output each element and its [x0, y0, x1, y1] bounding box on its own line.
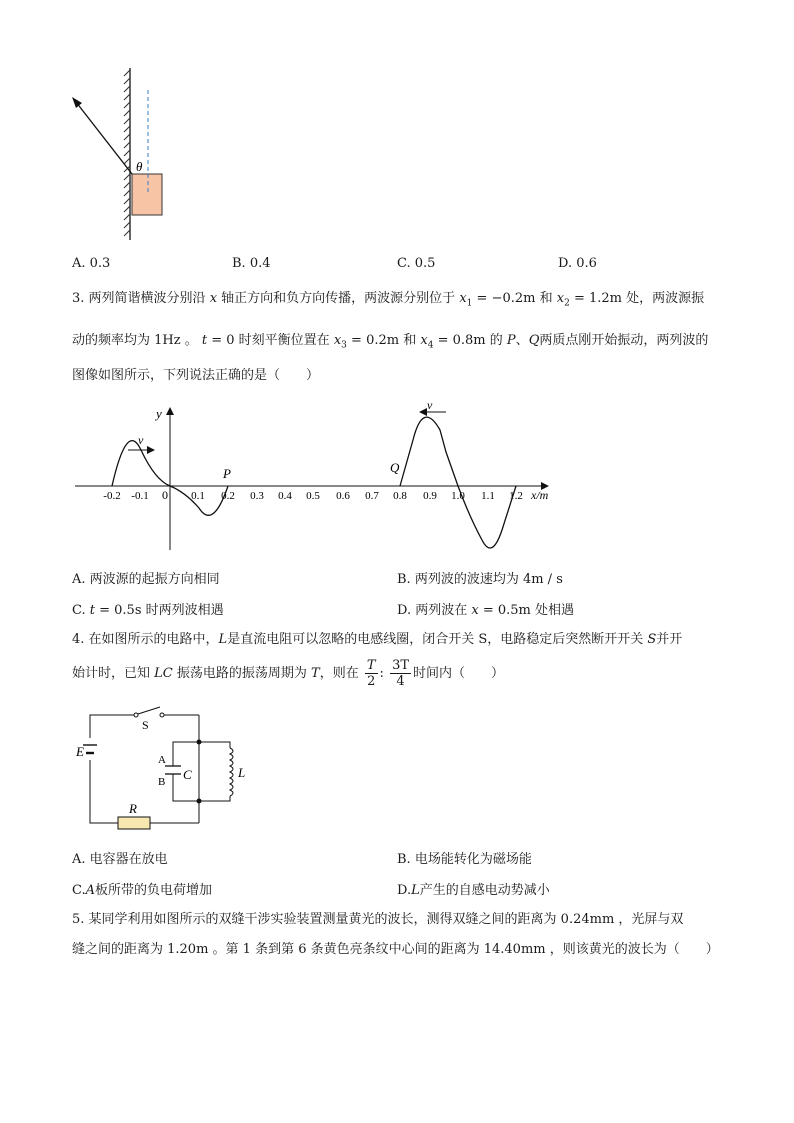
- label-c: C: [183, 767, 192, 782]
- q-label: Q: [390, 460, 400, 475]
- tick-label: 0.6: [336, 490, 350, 502]
- label-b: B: [158, 776, 166, 788]
- label-s: S: [142, 718, 149, 732]
- q4-line-2: 始计时，已知 LC 振荡电路的振荡周期为 T，则在 $\frac{T}{2}$ : $\frac{3T}{4}$ 时间内（ ）: [72, 658, 505, 689]
- origin-label: 0: [162, 488, 168, 502]
- q5-line-1: 5. 某同学利用如图所示的双缝干涉实验装置测量黄光的波长，测得双缝之间的距离为 0.24mm ，光屏与双: [72, 912, 684, 927]
- q4-option-d: D.L产生的自感电动势减小: [397, 883, 550, 898]
- tick-label: 1.1: [481, 490, 495, 502]
- tick-label: -0.1: [131, 490, 149, 502]
- tick-label: 1.2: [509, 490, 523, 502]
- resistor: [118, 817, 150, 829]
- inductor-coil: [230, 748, 233, 796]
- q2-option-a: A. 0.3: [72, 256, 111, 271]
- q3-option-b: B. 两列波的波速均为 4m / s: [397, 572, 563, 587]
- tick-label: 0.2: [221, 490, 235, 502]
- tick-label: 0.5: [306, 490, 320, 502]
- fraction-t-over-2: $\frac{T}{2}$: [366, 658, 376, 689]
- q4-option-c: C.A板所带的负电荷增加: [72, 883, 213, 898]
- right-wave: [400, 417, 516, 548]
- q4-line-1: 4. 在如图所示的电路中，L是直流电阻可以忽略的电感线圈，闭合开关 S，电路稳定后突然断开开关 S并开: [72, 632, 683, 647]
- q3-option-d: D. 两列波在 x = 0.5m 处相遇: [397, 603, 575, 618]
- label-r: R: [129, 801, 137, 816]
- q3-line-1: 3. 两列简谐横波分别沿 x 轴正方向和负方向传播，两波源分别位于 $x_1 = -0.2m$ 和 $x_2 = 1.2m$ 处，两波源振: [72, 291, 705, 309]
- q4-option-b: B. 电场能转化为磁场能: [397, 852, 532, 867]
- tick-label: -0.2: [103, 490, 121, 502]
- y-axis-label: y: [156, 406, 162, 421]
- q3-option-a: A. 两波源的起振方向相同: [72, 572, 220, 587]
- wave-figure: [70, 400, 560, 560]
- q3-option-c: C. t = 0.5s 时两列波相遇: [72, 603, 224, 618]
- q2-option-d: D. 0.6: [558, 256, 597, 271]
- fraction-3t-over-4: $\frac{3T}{4}$: [392, 658, 410, 689]
- x-axis-label: x/m: [531, 488, 549, 502]
- lc-circuit-figure: [72, 705, 252, 835]
- label-e: E: [76, 744, 84, 759]
- v-label-right: v: [427, 400, 433, 412]
- tick-label: 1.0: [451, 490, 465, 502]
- q3-line-2: 动的频率均为 1Hz 。 t = 0 时刻平衡位置在 $x_3 = 0.2m$ 和 $x_4 = 0.8m$ 的 P、Q两质点刚开始振动，两列波的: [72, 333, 709, 351]
- q5-line-2: 缝之间的距离为 1.20m 。第 1 条到第 6 条黄色亮条纹中心间的距离为 14.40mm ，则该黄光的波长为（ ）: [72, 942, 719, 957]
- q3-line-3: 图像如图所示，下列说法正确的是（ ）: [72, 368, 320, 383]
- label-l: L: [238, 765, 246, 780]
- q4-option-a: A. 电容器在放电: [72, 852, 168, 867]
- label-a: A: [158, 754, 166, 766]
- tick-label: 0.7: [365, 490, 379, 502]
- theta-label: θ: [136, 159, 143, 174]
- tick-label: 0.3: [250, 490, 264, 502]
- block: [132, 174, 162, 215]
- wall-block-figure: [60, 60, 190, 250]
- q2-option-c: C. 0.5: [397, 256, 436, 271]
- tick-label: 0.4: [278, 490, 292, 502]
- p-label: P: [223, 466, 231, 481]
- tick-label: 0.8: [393, 490, 407, 502]
- q2-option-b: B. 0.4: [232, 256, 271, 271]
- tick-label: 0.9: [423, 490, 437, 502]
- v-label-left: v: [138, 433, 144, 447]
- tick-label: 0.1: [191, 490, 205, 502]
